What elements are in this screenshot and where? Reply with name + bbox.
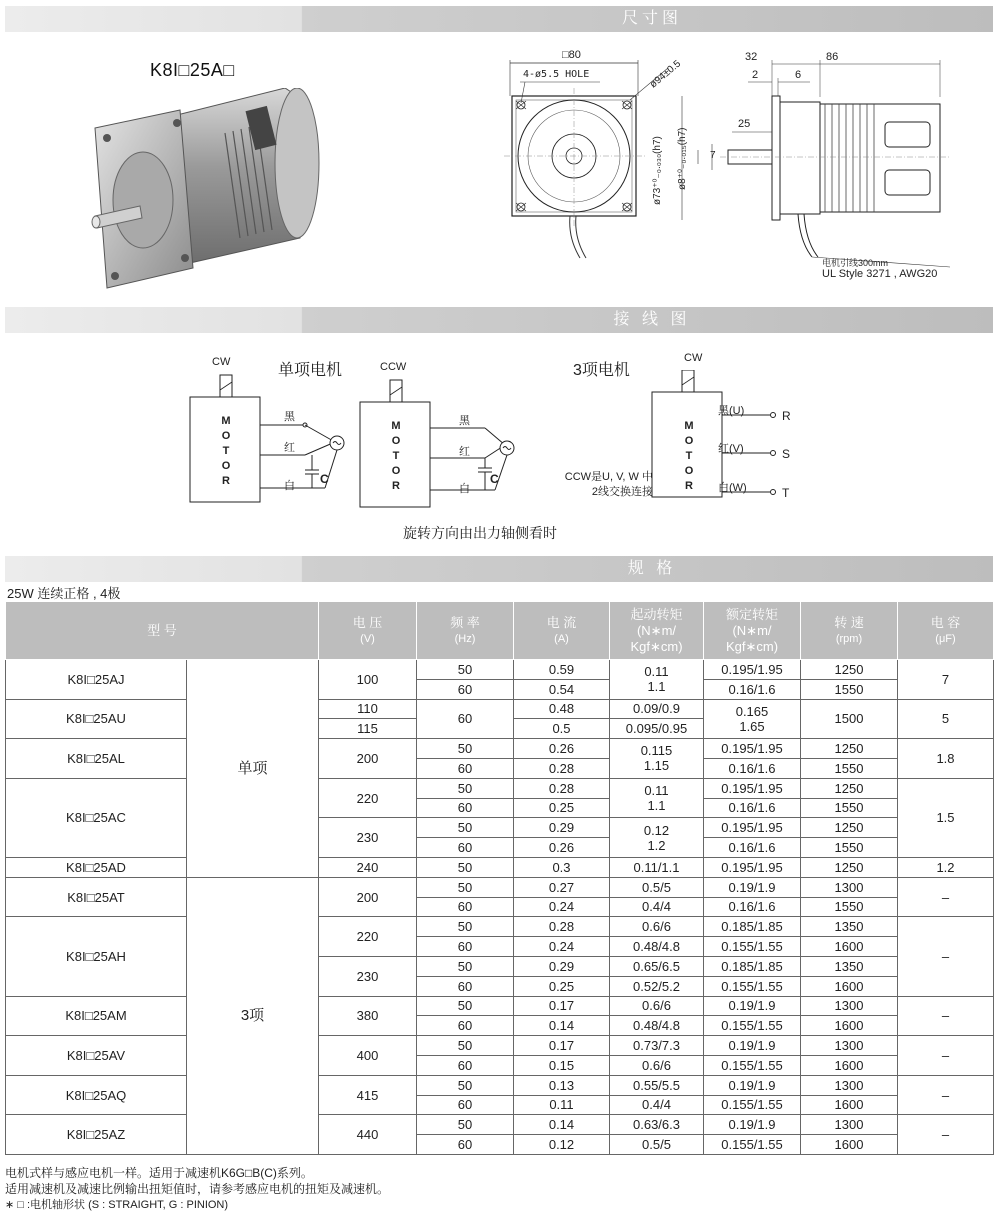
- cap-label-2: C: [490, 472, 499, 486]
- model-cell: K8I□25AM: [6, 996, 187, 1036]
- wiring-cw-1: CW: [212, 356, 231, 368]
- model-cell: K8I□25AL: [6, 739, 187, 779]
- voltage-cell: 200: [319, 739, 417, 779]
- rated-torque-cell: 0.195/1.95: [704, 818, 801, 838]
- dim-2: 2: [752, 69, 759, 81]
- current-cell: 0.25: [514, 798, 610, 818]
- wire-black-1: 黑: [284, 411, 295, 423]
- rated-torque-cell: 0.16/1.6: [704, 758, 801, 778]
- section-title-dimension: 尺寸图: [621, 10, 682, 27]
- voltage-cell: 100: [319, 660, 417, 700]
- start-torque-cell: 0.52/5.2: [610, 976, 704, 996]
- cap-label-1: C: [320, 472, 329, 486]
- rated-torque-cell: 0.155/1.55: [704, 976, 801, 996]
- rated-torque-cell: 0.19/1.9: [704, 1075, 801, 1095]
- terminal-s: S: [782, 447, 791, 461]
- freq-cell: 60: [417, 1135, 514, 1155]
- cap-cell: 1.8: [898, 739, 994, 779]
- ccw-note: CCW是U, V, W 中 2线交换连接: [564, 471, 653, 498]
- freq-cell: 50: [417, 1075, 514, 1095]
- current-cell: 0.14: [514, 1016, 610, 1036]
- spec-table: [5, 601, 994, 1155]
- wire-white-1: 白: [284, 480, 295, 492]
- current-cell: 0.17: [514, 996, 610, 1016]
- terminal-t: T: [782, 486, 790, 500]
- speed-cell: 1600: [801, 937, 898, 957]
- current-cell: 0.29: [514, 818, 610, 838]
- cap-cell: 1.5: [898, 778, 994, 857]
- freq-cell: 50: [417, 660, 514, 680]
- table-row: [6, 1115, 994, 1135]
- table-header-row: [6, 602, 994, 660]
- freq-cell: 50: [417, 857, 514, 877]
- cap-cell: 1.2: [898, 857, 994, 877]
- rated-torque-cell: 0.185/1.85: [704, 917, 801, 937]
- table-row: [6, 699, 994, 719]
- current-cell: 0.26: [514, 838, 610, 858]
- table-row: [6, 917, 994, 937]
- lead-note-1: 电机引线300mm: [822, 258, 889, 268]
- start-torque-cell: 0.11 1.1: [610, 660, 704, 700]
- start-torque-cell: 0.48/4.8: [610, 1016, 704, 1036]
- cap-cell: –: [898, 1036, 994, 1076]
- wire-red-3: 红(V): [718, 443, 744, 455]
- voltage-cell: 110: [319, 699, 417, 719]
- freq-cell: 60: [417, 758, 514, 778]
- rated-torque-cell: 0.16/1.6: [704, 679, 801, 699]
- start-torque-cell: 0.11/1.1: [610, 857, 704, 877]
- current-cell: 0.59: [514, 660, 610, 680]
- current-cell: 0.26: [514, 739, 610, 759]
- rated-torque-cell: 0.19/1.9: [704, 996, 801, 1016]
- freq-cell: 60: [417, 1016, 514, 1036]
- model-cell: K8I□25AV: [6, 1036, 187, 1076]
- section-bar-spec: [5, 556, 993, 582]
- rated-torque-cell: 0.165 1.65: [704, 699, 801, 739]
- table-row: [6, 739, 994, 759]
- freq-cell: 60: [417, 679, 514, 699]
- voltage-cell: 220: [319, 917, 417, 957]
- dim-pcd: ø94±0.5: [648, 58, 684, 91]
- rated-torque-cell: 0.195/1.95: [704, 660, 801, 680]
- freq-cell: 50: [417, 818, 514, 838]
- rated-torque-cell: 0.185/1.85: [704, 956, 801, 976]
- footnote-1: 电机式样与感应电机一样。适用于减速机K6G□B(C)系列。: [5, 1166, 313, 1180]
- voltage-cell: 400: [319, 1036, 417, 1076]
- cap-cell: 5: [898, 699, 994, 739]
- section-bar-wiring: [5, 307, 993, 333]
- wire-black-2: 黑: [459, 415, 470, 427]
- dim-shaft: ø8⁺⁰₋₀.₀₁₅(h7): [677, 127, 688, 190]
- freq-cell: 60: [417, 798, 514, 818]
- model-cell: K8I□25AT: [6, 877, 187, 917]
- table-row: [6, 660, 994, 680]
- model-cell: K8I□25AJ: [6, 660, 187, 700]
- start-torque-cell: 0.6/6: [610, 917, 704, 937]
- speed-cell: 1600: [801, 1055, 898, 1075]
- model-cell: K8I□25AQ: [6, 1075, 187, 1115]
- table-row: [6, 857, 994, 877]
- wiring-ccw: CCW: [380, 361, 407, 373]
- rated-torque-cell: 0.16/1.6: [704, 798, 801, 818]
- dim-25: 25: [738, 118, 751, 130]
- table-row: [6, 996, 994, 1016]
- motor-label-1: M O T O R: [221, 415, 231, 487]
- current-cell: 0.11: [514, 1095, 610, 1115]
- current-cell: 0.27: [514, 877, 610, 897]
- header-voltage: 电 压 (V): [319, 602, 417, 660]
- start-torque-cell: 0.48/4.8: [610, 937, 704, 957]
- model-cell: K8I□25AU: [6, 699, 187, 739]
- voltage-cell: 115: [319, 719, 417, 739]
- motor-label-2: M O T O R: [391, 420, 401, 492]
- speed-cell: 1550: [801, 798, 898, 818]
- cap-cell: 7: [898, 660, 994, 700]
- freq-cell: 50: [417, 917, 514, 937]
- section-title-spec: 规 格: [627, 560, 677, 577]
- current-cell: 0.5: [514, 719, 610, 739]
- speed-cell: 1250: [801, 660, 898, 680]
- dim-square: □80: [562, 49, 581, 61]
- speed-cell: 1350: [801, 917, 898, 937]
- lead-note-2: UL Style 3271 , AWG20: [822, 268, 938, 280]
- rated-torque-cell: 0.195/1.95: [704, 857, 801, 877]
- rated-torque-cell: 0.16/1.6: [704, 897, 801, 917]
- section-bar-dimension: [5, 6, 993, 32]
- cap-cell: –: [898, 1115, 994, 1155]
- dim-32: 32: [745, 51, 758, 63]
- start-torque-cell: 0.4/4: [610, 1095, 704, 1115]
- start-torque-cell: 0.5/5: [610, 1135, 704, 1155]
- group-single-phase: 单项: [187, 660, 319, 878]
- footnote-2: 适用减速机及减速比例输出扭矩值时，请参考感应电机的扭矩及减速机。: [5, 1182, 390, 1196]
- speed-cell: 1250: [801, 818, 898, 838]
- dim-7: 7: [710, 150, 716, 161]
- voltage-cell: 230: [319, 818, 417, 858]
- current-cell: 0.14: [514, 1115, 610, 1135]
- current-cell: 0.25: [514, 976, 610, 996]
- three-phase-title: 3项电机: [573, 362, 630, 379]
- current-cell: 0.48: [514, 699, 610, 719]
- rated-torque-cell: 0.155/1.55: [704, 937, 801, 957]
- start-torque-cell: 0.095/0.95: [610, 719, 704, 739]
- rated-torque-cell: 0.19/1.9: [704, 877, 801, 897]
- freq-cell: 50: [417, 877, 514, 897]
- speed-cell: 1600: [801, 976, 898, 996]
- cap-cell: –: [898, 877, 994, 917]
- speed-cell: 1600: [801, 1135, 898, 1155]
- section-title-wiring: 接 线 图: [613, 311, 691, 328]
- header-model: 型 号: [6, 602, 319, 660]
- wire-red-2: 红: [459, 446, 470, 458]
- current-cell: 0.24: [514, 937, 610, 957]
- wire-black-3: 黑(U): [718, 405, 745, 417]
- model-cell: K8I□25AC: [6, 778, 187, 857]
- voltage-cell: 220: [319, 778, 417, 818]
- speed-cell: 1300: [801, 996, 898, 1016]
- side-view-drawing: [650, 52, 950, 282]
- voltage-cell: 200: [319, 877, 417, 917]
- freq-cell: 50: [417, 739, 514, 759]
- voltage-cell: 230: [319, 956, 417, 996]
- spec-subtitle: 25W 连续正格 , 4极: [7, 586, 121, 601]
- rated-torque-cell: 0.19/1.9: [704, 1115, 801, 1135]
- rated-torque-cell: 0.195/1.95: [704, 739, 801, 759]
- rated-torque-cell: 0.16/1.6: [704, 838, 801, 858]
- current-cell: 0.17: [514, 1036, 610, 1056]
- freq-cell: 60: [417, 838, 514, 858]
- freq-cell: 60: [417, 699, 514, 739]
- wire-red-1: 红: [284, 442, 295, 454]
- voltage-cell: 440: [319, 1115, 417, 1155]
- current-cell: 0.29: [514, 956, 610, 976]
- table-row: [6, 1036, 994, 1056]
- voltage-cell: 415: [319, 1075, 417, 1115]
- dim-6: 6: [795, 69, 802, 81]
- wire-white-2: 白: [459, 483, 470, 495]
- voltage-cell: 240: [319, 857, 417, 877]
- start-torque-cell: 0.63/6.3: [610, 1115, 704, 1135]
- header-freq: 频 率 (Hz): [417, 602, 514, 660]
- current-cell: 0.54: [514, 679, 610, 699]
- start-torque-cell: 0.6/6: [610, 1055, 704, 1075]
- freq-cell: 50: [417, 1115, 514, 1135]
- current-cell: 0.12: [514, 1135, 610, 1155]
- model-title: K8I□25A□: [150, 60, 235, 80]
- header-speed: 转 速 (rpm): [801, 602, 898, 660]
- speed-cell: 1250: [801, 857, 898, 877]
- start-torque-cell: 0.12 1.2: [610, 818, 704, 858]
- freq-cell: 50: [417, 996, 514, 1016]
- start-torque-cell: 0.115 1.15: [610, 739, 704, 779]
- start-torque-cell: 0.73/7.3: [610, 1036, 704, 1056]
- start-torque-cell: 0.65/6.5: [610, 956, 704, 976]
- speed-cell: 1550: [801, 838, 898, 858]
- model-cell: K8I□25AZ: [6, 1115, 187, 1155]
- motor-label-3: M O T O R: [684, 420, 694, 492]
- rated-torque-cell: 0.155/1.55: [704, 1055, 801, 1075]
- current-cell: 0.3: [514, 857, 610, 877]
- speed-cell: 1350: [801, 956, 898, 976]
- speed-cell: 1300: [801, 1036, 898, 1056]
- cap-cell: –: [898, 996, 994, 1036]
- freq-cell: 60: [417, 897, 514, 917]
- freq-cell: 60: [417, 1055, 514, 1075]
- voltage-cell: 380: [319, 996, 417, 1036]
- single-phase-title: 单项电机: [278, 362, 343, 379]
- speed-cell: 1300: [801, 877, 898, 897]
- current-cell: 0.13: [514, 1075, 610, 1095]
- header-start-torque: 起动转矩 (N∗m/ Kgf∗cm): [610, 602, 704, 660]
- freq-cell: 50: [417, 956, 514, 976]
- group-three-phase: 3项: [187, 877, 319, 1154]
- freq-cell: 60: [417, 976, 514, 996]
- motor-photo: [85, 88, 325, 303]
- start-torque-cell: 0.55/5.5: [610, 1075, 704, 1095]
- speed-cell: 1600: [801, 1016, 898, 1036]
- speed-cell: 1600: [801, 1095, 898, 1115]
- table-row: [6, 778, 994, 798]
- header-cap: 电 容 (μF): [898, 602, 994, 660]
- current-cell: 0.15: [514, 1055, 610, 1075]
- cap-cell: –: [898, 917, 994, 996]
- model-cell: K8I□25AH: [6, 917, 187, 996]
- speed-cell: 1300: [801, 1115, 898, 1135]
- start-torque-cell: 0.11 1.1: [610, 778, 704, 818]
- rated-torque-cell: 0.155/1.55: [704, 1095, 801, 1115]
- freq-cell: 50: [417, 1036, 514, 1056]
- start-torque-cell: 0.5/5: [610, 877, 704, 897]
- cap-cell: –: [898, 1075, 994, 1115]
- header-current: 电 流 (A): [514, 602, 610, 660]
- footnote-3: ∗ □ :电机轴形状 (S : STRAIGHT, G : PINION): [5, 1199, 229, 1211]
- terminal-r: R: [782, 409, 791, 423]
- table-row: [6, 877, 994, 897]
- model-cell: K8I□25AD: [6, 857, 187, 877]
- freq-cell: 50: [417, 778, 514, 798]
- start-torque-cell: 0.4/4: [610, 897, 704, 917]
- header-rated-torque: 额定转矩 (N∗m/ Kgf∗cm): [704, 602, 801, 660]
- speed-cell: 1550: [801, 758, 898, 778]
- freq-cell: 60: [417, 1095, 514, 1115]
- rotation-note: 旋转方向由出力轴侧看时: [403, 525, 557, 541]
- freq-cell: 60: [417, 937, 514, 957]
- speed-cell: 1250: [801, 739, 898, 759]
- start-torque-cell: 0.6/6: [610, 996, 704, 1016]
- speed-cell: 1500: [801, 699, 898, 739]
- current-cell: 0.24: [514, 897, 610, 917]
- wire-white-3: 白(W): [718, 482, 747, 494]
- dim-hole: 4-ø5.5 HOLE: [523, 69, 590, 80]
- wiring-cw-3: CW: [684, 352, 703, 364]
- rated-torque-cell: 0.19/1.9: [704, 1036, 801, 1056]
- speed-cell: 1250: [801, 778, 898, 798]
- speed-cell: 1550: [801, 897, 898, 917]
- current-cell: 0.28: [514, 778, 610, 798]
- start-torque-cell: 0.09/0.9: [610, 699, 704, 719]
- rated-torque-cell: 0.155/1.55: [704, 1016, 801, 1036]
- table-row: [6, 1075, 994, 1095]
- current-cell: 0.28: [514, 758, 610, 778]
- dim-86: 86: [826, 51, 839, 63]
- speed-cell: 1300: [801, 1075, 898, 1095]
- dim-pilot: ø73⁺⁰₋₀.₀₃₀(h7): [652, 136, 663, 205]
- speed-cell: 1550: [801, 679, 898, 699]
- rated-torque-cell: 0.155/1.55: [704, 1135, 801, 1155]
- rated-torque-cell: 0.195/1.95: [704, 778, 801, 798]
- current-cell: 0.28: [514, 917, 610, 937]
